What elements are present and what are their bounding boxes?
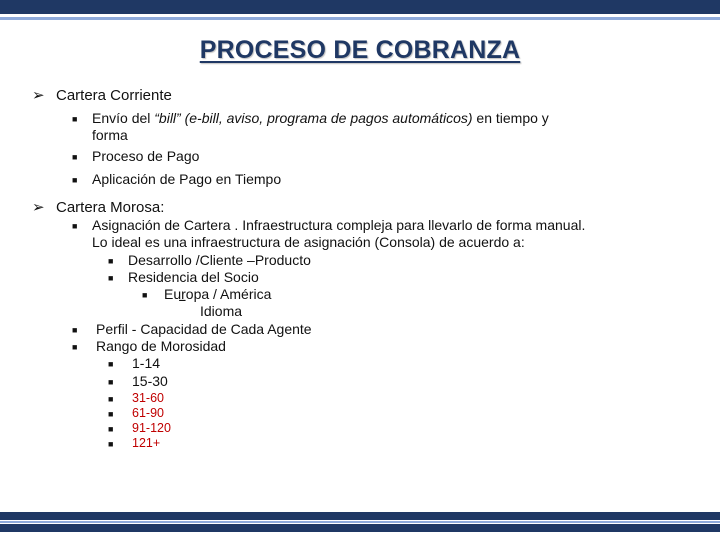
- square-bullet-icon: ■: [72, 152, 78, 162]
- section-cartera-corriente: Cartera Corriente: [56, 87, 172, 104]
- item-proceso-pago: Proceso de Pago: [92, 148, 200, 164]
- rango-item-red: 91-120: [132, 421, 171, 435]
- rango-item-red: 61-90: [132, 406, 164, 420]
- top-bar: [0, 0, 720, 14]
- item-europa: Europa / América: [164, 286, 272, 302]
- square-bullet-icon: ■: [108, 377, 114, 387]
- square-bullet-icon: ■: [108, 424, 114, 434]
- square-bullet-icon: ■: [108, 273, 114, 283]
- envio-suffix: en tiempo y: [472, 110, 549, 126]
- envio-prefix: Envío del: [92, 110, 155, 126]
- square-bullet-icon: ■: [108, 439, 114, 449]
- arrow-bullet-icon: ➢: [32, 199, 45, 216]
- item-asignacion-line2: Lo ideal es una infraestructura de asignación (Consola) de acuerdo a:: [92, 234, 525, 250]
- item-envio: [92, 110, 549, 126]
- square-bullet-icon: ■: [72, 221, 78, 231]
- dash-bullet-icon: ‾: [180, 298, 185, 314]
- rango-item: 1-14: [132, 355, 161, 371]
- item-idioma: Idioma: [200, 303, 243, 319]
- square-bullet-icon: ■: [72, 342, 78, 352]
- bottom-bar: [0, 512, 720, 520]
- item-residencia: Residencia del Socio: [128, 269, 259, 285]
- item-perfil: Perfil - Capacidad de Cada Agente: [96, 321, 312, 337]
- square-bullet-icon: ■: [108, 409, 114, 419]
- rango-item-red: 121+: [132, 436, 161, 450]
- slide-title: PROCESO DE COBRANZA: [199, 36, 521, 64]
- square-bullet-icon: ■: [108, 256, 114, 266]
- top-accent-line: [0, 17, 720, 20]
- square-bullet-icon: ■: [108, 394, 114, 404]
- bottom-bar-lower: [0, 524, 720, 532]
- square-bullet-icon: ■: [108, 359, 114, 369]
- square-bullet-icon: ■: [72, 175, 78, 185]
- bottom-accent-line: [0, 521, 720, 523]
- item-rango: Rango de Morosidad: [96, 338, 226, 354]
- square-bullet-icon: ■: [142, 290, 148, 300]
- item-aplicacion-pago: Aplicación de Pago en Tiempo: [92, 171, 282, 187]
- rango-item-red: 31-60: [132, 391, 164, 405]
- square-bullet-icon: ■: [72, 114, 78, 124]
- item-envio-line2: forma: [92, 127, 128, 143]
- section-cartera-morosa: Cartera Morosa:: [56, 199, 165, 216]
- item-desarrollo: Desarrollo /Cliente –Producto: [128, 252, 311, 268]
- arrow-bullet-icon: ➢: [32, 87, 45, 104]
- envio-italic: “bill” (e-bill, aviso, programa de pagos automáticos): [154, 110, 473, 126]
- item-asignacion-line1: Asignación de Cartera . Infraestructura compleja para llevarlo de forma manual.: [92, 217, 586, 233]
- square-bullet-icon: ■: [72, 325, 78, 335]
- rango-item: 15-30: [132, 373, 168, 389]
